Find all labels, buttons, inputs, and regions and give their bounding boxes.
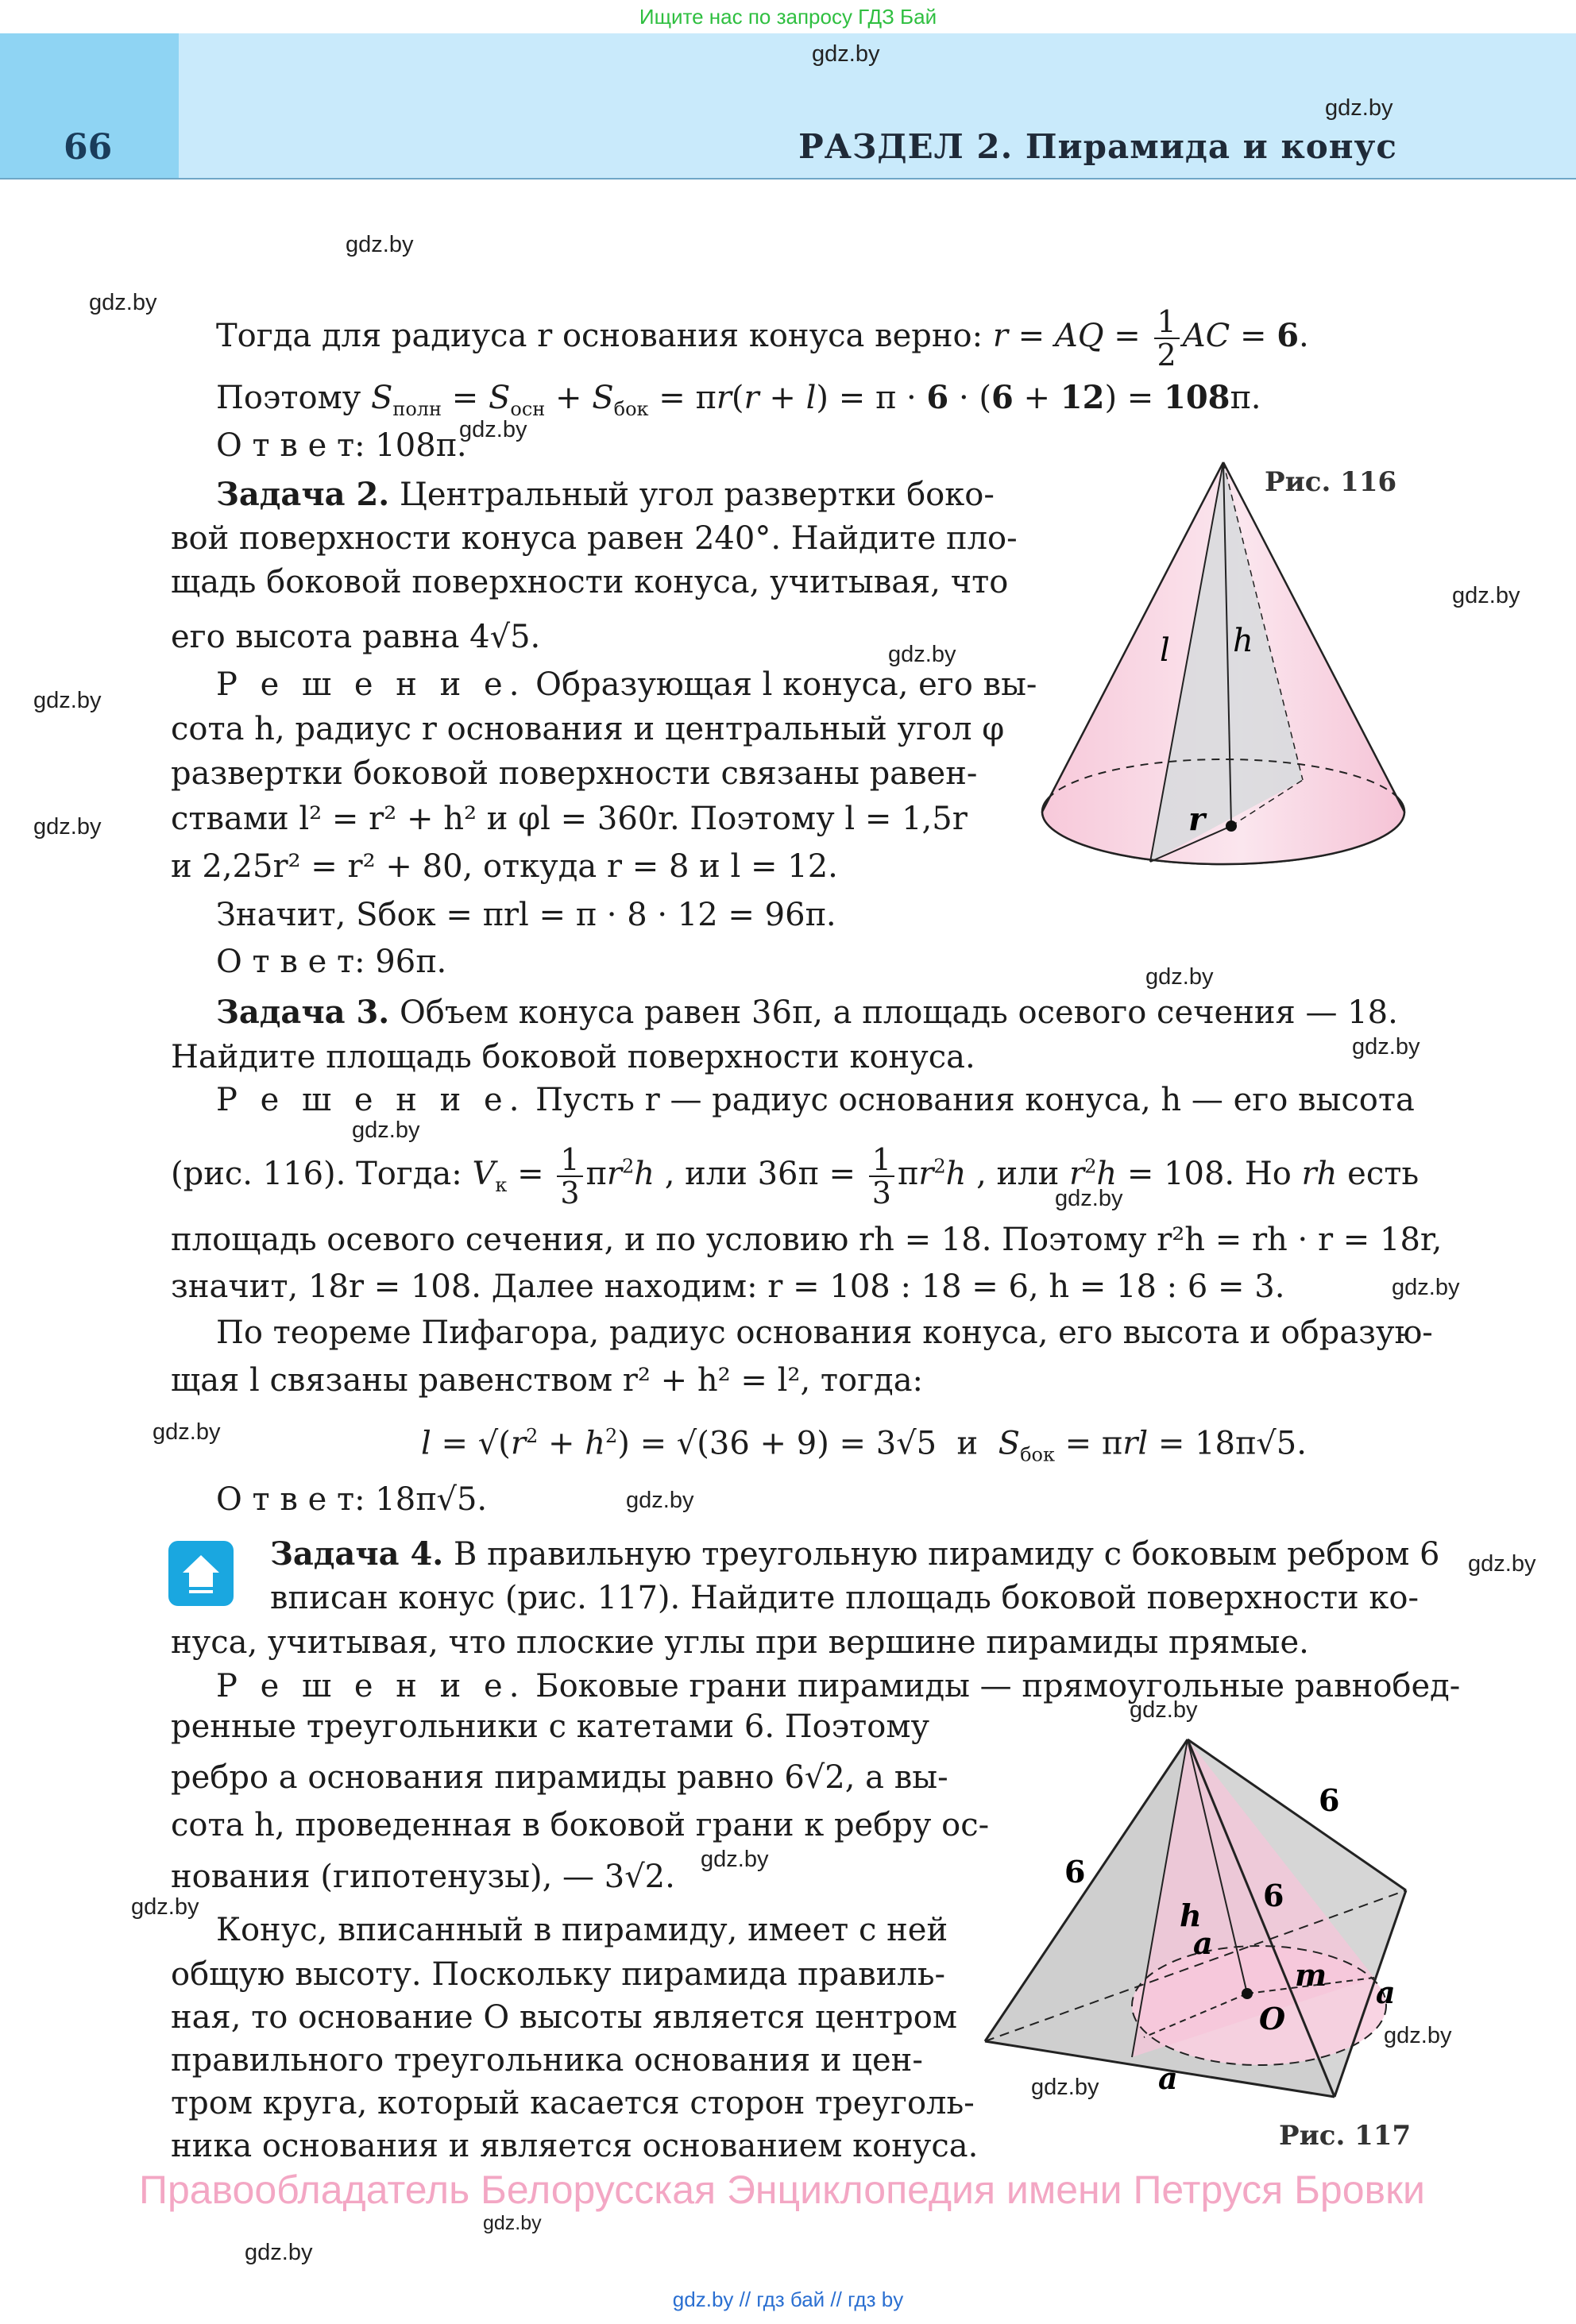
watermark: gdz.by xyxy=(1468,1551,1536,1577)
text-line: ника основания и является основанием конуса. xyxy=(171,2128,979,2164)
label-r: r xyxy=(1188,801,1206,838)
watermark: gdz.by xyxy=(33,688,102,713)
page-number: 66 xyxy=(64,127,113,168)
text-line: ствами l² = r² + h² и φl = 360r. Поэтому l = 1,5r xyxy=(171,801,968,837)
text-line: Тогда для радиуса r основания конуса верно: r = AQ = $\frac{1}{2}$ AC = 6. xyxy=(216,304,1309,373)
text-line: нования (гипотенузы), — 3√2. xyxy=(171,1859,675,1895)
watermark: gdz.by xyxy=(89,290,157,315)
text-line: ренные треугольники с катетами 6. Поэтому xyxy=(171,1708,930,1745)
header-divider xyxy=(0,178,1576,180)
watermark: gdz.by xyxy=(245,2240,313,2265)
text-line: ная, то основание O высоты является центром xyxy=(171,1999,957,2036)
watermark: gdz.by xyxy=(1325,95,1393,121)
watermark: gdz.by xyxy=(626,1488,694,1513)
text-line: Р е ш е н и е. Пусть r — радиус основания конуса, h — его высота xyxy=(216,1082,1415,1118)
watermark: gdz.by xyxy=(131,1894,199,1920)
top-banner: Ищите нас по запросу ГДЗ Бай xyxy=(639,5,937,29)
label-a-slant: a xyxy=(1193,1925,1213,1961)
watermark: gdz.by xyxy=(1392,1275,1460,1300)
text-line: Задача 3. Объем конуса равен 36π, а площадь осевого сечения — 18. xyxy=(216,994,1398,1031)
watermark: gdz.by xyxy=(701,1847,769,1872)
answer-line: О т в е т: 18π√5. xyxy=(216,1481,488,1518)
text-line: (рис. 116). Тогда: $V_к$ = $\frac{1}{3}$ $\pi r^2h$ , или 36π = $\frac{1}{3}$ $\pi r^2h$ , или $r^2h = 108$. Но rh есть xyxy=(171,1142,1420,1210)
text-line: щадь боковой поверхности конуса, учитывая, что xyxy=(171,564,1009,600)
text-line: Значит, Sбок = πrl = π · 8 · 12 = 96π. xyxy=(216,897,836,933)
figure-117-pyramid xyxy=(977,1724,1422,2168)
watermark: gdz.by xyxy=(346,232,414,257)
text-line: тром круга, который касается сторон треуголь- xyxy=(171,2085,975,2121)
answer-line: О т в е т: 96π. xyxy=(216,944,447,980)
text-line: значит, 18r = 108. Далее находим: r = 108 : 18 = 6, h = 18 : 6 = 3. xyxy=(171,1268,1285,1305)
watermark: gdz.by xyxy=(888,642,956,667)
label-m: m xyxy=(1295,1957,1327,1993)
section-title: РАЗДЕЛ 2. Пирамида и конус xyxy=(798,127,1397,166)
text-line: развертки боковой поверхности связаны равен- xyxy=(171,755,978,792)
label-a-right: a xyxy=(1376,1975,1396,2010)
figure-117-caption: Рис. 117 xyxy=(1279,2120,1412,2152)
text-line: Р е ш е н и е. Боковые грани пирамиды — прямоугольные равнобед- xyxy=(216,1668,1461,1704)
label-l: l xyxy=(1160,632,1170,669)
figure-116-caption: Рис. 116 xyxy=(1265,466,1397,498)
home-icon xyxy=(168,1541,234,1606)
text-line: вписан конус (рис. 117). Найдите площадь боковой поверхности ко- xyxy=(270,1580,1420,1616)
text-line: сота h, проведенная в боковой грани к ребру ос- xyxy=(171,1807,990,1843)
text-line: площадь осевого сечения, и по условию rh = 18. Поэтому r²h = rh · r = 18r, xyxy=(171,1222,1443,1258)
text-line: Найдите площадь боковой поверхности конуса. xyxy=(171,1039,975,1075)
label-six-left: 6 xyxy=(1064,1854,1086,1890)
watermark: gdz.by xyxy=(33,814,102,840)
watermark: gdz.by xyxy=(459,417,527,442)
text-line: По теореме Пифагора, радиус основания конуса, его высота и образую- xyxy=(216,1314,1433,1351)
watermark: gdz.by xyxy=(153,1419,221,1445)
label-a-bottom: a xyxy=(1158,2060,1178,2096)
text-line: Задача 4. В правильную треугольную пирамиду с боковым ребром 6 xyxy=(270,1535,1440,1573)
label-six-right: 6 xyxy=(1319,1782,1340,1818)
watermark: gdz.by xyxy=(1384,2023,1452,2048)
text-line: Задача 2. Центральный угол развертки боко- xyxy=(216,476,995,513)
text-line: щая l связаны равенством r² + h² = l², тогда: xyxy=(171,1362,924,1399)
text-line: Конус, вписанный в пирамиду, имеет с ней xyxy=(216,1912,948,1948)
label-six-mid: 6 xyxy=(1263,1878,1284,1913)
text-line: сота h, радиус r основания и центральный угол φ xyxy=(171,711,1005,747)
text-line: нуса, учитывая, что плоские углы при вершине пирамиды прямые. xyxy=(171,1624,1309,1661)
watermark: gdz.by xyxy=(483,2212,542,2234)
watermark: gdz.by xyxy=(1352,1034,1420,1060)
text-line: вой поверхности конуса равен 240°. Найдите пло- xyxy=(171,520,1018,557)
footer-links[interactable]: gdz.by // гдз бай // гдз by xyxy=(672,2287,904,2311)
text-line: и 2,25r² = r² + 80, откуда r = 8 и l = 12. xyxy=(171,848,838,885)
watermark: gdz.by xyxy=(352,1118,420,1143)
watermark: gdz.by xyxy=(812,41,880,67)
text-line: Р е ш е н и е. Образующая l конуса, его вы- xyxy=(216,666,1037,703)
answer-line: О т в е т: 108π. xyxy=(216,427,467,464)
label-o: O xyxy=(1259,2001,1286,2036)
watermark: gdz.by xyxy=(1452,583,1520,608)
text-line: ребро a основания пирамиды равно 6√2, а вы- xyxy=(171,1759,948,1796)
label-h: h xyxy=(1180,1897,1202,1933)
watermark: gdz.by xyxy=(1031,2075,1099,2100)
label-h: h xyxy=(1233,623,1253,659)
text-line: общую высоту. Поскольку пирамида правиль- xyxy=(171,1956,945,1993)
text-line: правильного треугольника основания и цен- xyxy=(171,2042,923,2079)
text-line: его высота равна 4√5. xyxy=(171,619,541,655)
formula-line: $l = √(r^2 + h^2) = √(36 + 9) = 3√5$ и $S_{бок} = \pi rl = 18\pi√5$. xyxy=(421,1425,1307,1466)
text-line: Поэтому $S_{полн} = S_{осн} + S_{бок} = \pi r(r + l) = \pi \cdot 6 \cdot (6 + 12) = 108\pi$. xyxy=(216,379,1261,420)
watermark: gdz.by xyxy=(1130,1697,1198,1723)
watermark: gdz.by xyxy=(1055,1186,1123,1211)
copyright-notice: Правообладатель Белорусская Энциклопедия имени Петруся Бровки xyxy=(139,2168,1425,2212)
watermark: gdz.by xyxy=(1145,964,1214,990)
figure-116-cone xyxy=(1033,453,1430,882)
